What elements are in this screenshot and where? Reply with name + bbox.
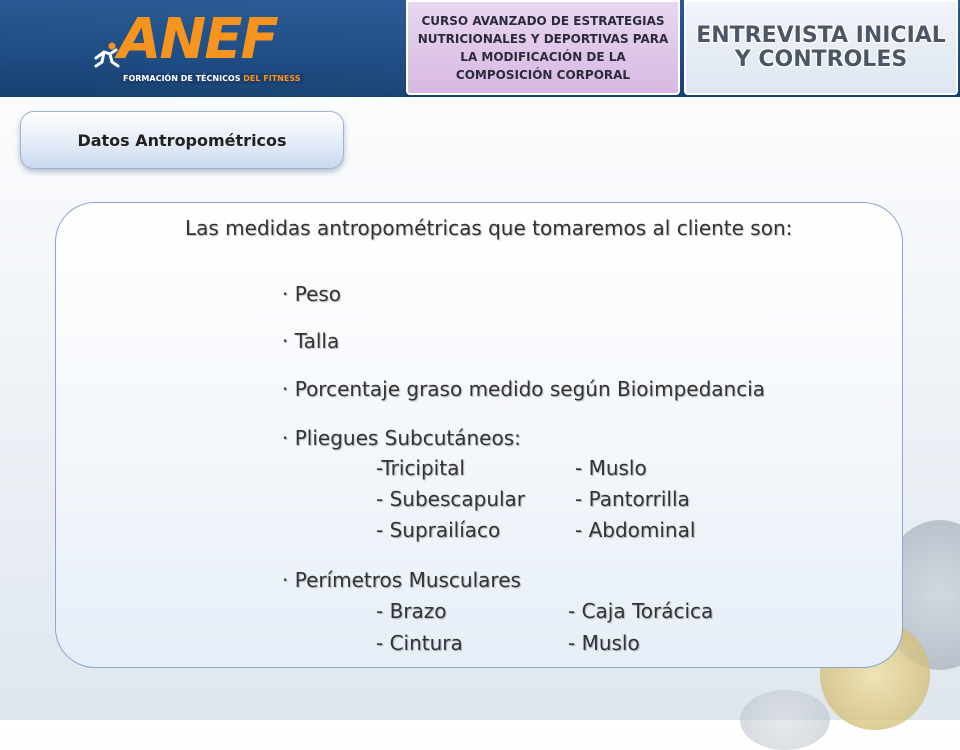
pliegue-suprailiaco: - Suprailíaco	[376, 518, 501, 542]
intro-text: Las medidas antropométricas que tomaremos al cliente son:	[185, 216, 793, 240]
section-title-box: ENTREVISTA INICIAL Y CONTROLES	[684, 0, 958, 95]
list-item-pliegues: · Pliegues Subcutáneos:	[282, 426, 521, 450]
logo-text: ANEF	[118, 7, 277, 72]
list-item-porcentaje-graso: · Porcentaje graso medido según Bioimpedancia	[282, 377, 766, 401]
pliegue-tricipital: -Tricipital	[376, 456, 465, 480]
perimetro-cintura: - Cintura	[376, 631, 463, 655]
pliegue-pantorrilla: - Pantorrilla	[575, 487, 690, 511]
logo-subtitle-main: FORMACIÓN DE TÉCNICOS	[123, 74, 244, 83]
logo-subtitle	[120, 73, 304, 84]
perimetro-brazo: - Brazo	[376, 599, 447, 623]
section-label: Datos Antropométricos	[20, 111, 344, 169]
pliegue-abdominal: - Abdominal	[575, 518, 696, 542]
list-item-talla: · Talla	[282, 329, 340, 353]
list-item-perimetros: · Perímetros Musculares	[282, 568, 521, 592]
pliegue-subescapular: - Subescapular	[376, 487, 526, 511]
perimetro-caja-toracica: - Caja Torácica	[568, 599, 714, 623]
header-banner	[0, 0, 960, 97]
list-item-peso: · Peso	[282, 282, 342, 306]
dumbbell-plate-icon	[740, 690, 830, 750]
course-title-box: CURSO AVANZADO DE ESTRATEGIAS NUTRICIONALES Y DEPORTIVAS PARA LA MODIFICACIÓN DE LA COMPOSICIÓN CORPORAL	[406, 0, 680, 95]
logo-subtitle-highlight: DEL FITNESS	[243, 74, 301, 83]
perimetro-muslo: - Muslo	[568, 631, 640, 655]
logo	[0, 0, 405, 97]
pliegue-muslo: - Muslo	[575, 456, 647, 480]
